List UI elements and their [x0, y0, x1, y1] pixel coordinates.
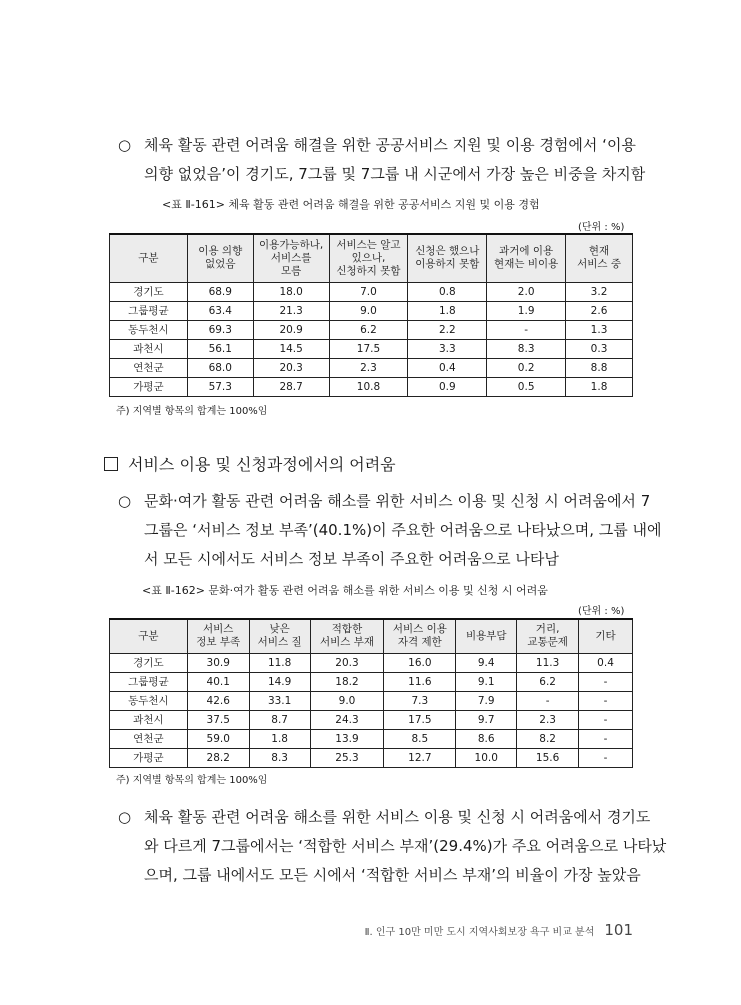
- row-label: 가평군: [110, 377, 188, 396]
- table-cell: 9.4: [456, 653, 517, 672]
- table-header-cell: 구분: [110, 234, 188, 282]
- table-cell: 0.9: [408, 377, 487, 396]
- table-cell: -: [579, 748, 633, 767]
- paragraph-line: 체육 활동 관련 어려움 해결을 위한 공공서비스 지원 및 이용 경험에서 ‘이용: [144, 136, 636, 154]
- table-2-caption: <표 Ⅱ-162> 문화·여가 활동 관련 어려움 해소를 위한 서비스 이용 및 신청 시 어려움: [142, 584, 548, 597]
- section-heading: [104, 452, 396, 475]
- table-cell: 2.2: [408, 320, 487, 339]
- table-header-cell: 이용 의향 없었음: [187, 234, 253, 282]
- table-cell: 63.4: [187, 301, 253, 320]
- table-row: [110, 710, 633, 729]
- table-cell: 0.4: [408, 358, 487, 377]
- table-header-cell: 현재 서비스 중: [566, 234, 633, 282]
- table-cell: -: [579, 691, 633, 710]
- row-label: 경기도: [110, 282, 188, 301]
- table-cell: 8.8: [566, 358, 633, 377]
- table-row: [110, 320, 633, 339]
- table-row: [110, 377, 633, 396]
- table-cell: 0.3: [566, 339, 633, 358]
- table-cell: 18.2: [310, 672, 384, 691]
- table-cell: 30.9: [187, 653, 249, 672]
- table-cell: 8.2: [517, 729, 579, 748]
- table-cell: 12.7: [384, 748, 456, 767]
- paragraph-1: [118, 131, 646, 189]
- table-cell: 8.5: [384, 729, 456, 748]
- bullet-circle: ○: [118, 136, 132, 154]
- paragraph-line: 와 다르게 7그룹에서는 ‘적합한 서비스 부재’(29.4%)가 주요 어려움으로 나타났: [144, 837, 667, 855]
- table-header-row: [110, 234, 633, 282]
- table-cell: 2.6: [566, 301, 633, 320]
- table-cell: 1.8: [566, 377, 633, 396]
- table-header-cell: 기타: [579, 619, 633, 653]
- table-cell: 1.8: [249, 729, 310, 748]
- table-cell: 11.3: [517, 653, 579, 672]
- paragraph-line: 서 모든 시에서도 서비스 정보 부족이 주요한 어려움으로 나타남: [144, 550, 559, 568]
- table-cell: 20.3: [310, 653, 384, 672]
- table-cell: 9.1: [456, 672, 517, 691]
- table-2-unit: (단위 : %): [578, 606, 625, 617]
- square-bullet-icon: [104, 457, 118, 471]
- table-cell: 11.6: [384, 672, 456, 691]
- table-cell: 0.2: [487, 358, 566, 377]
- table-cell: 18.0: [253, 282, 329, 301]
- table-header-cell: 신청은 했으나 이용하지 못함: [408, 234, 487, 282]
- table-1-caption: <표 Ⅱ-161> 체육 활동 관련 어려움 해결을 위한 공공서비스 지원 및 이용 경험: [162, 198, 540, 211]
- table-row: [110, 339, 633, 358]
- table-cell: 68.0: [187, 358, 253, 377]
- row-label: 그룹평균: [110, 672, 188, 691]
- table-cell: 24.3: [310, 710, 384, 729]
- paragraph-line: 그룹은 ‘서비스 정보 부족’(40.1%)이 주요한 어려움으로 나타났으며, 그룹 내에: [144, 521, 662, 539]
- page-number: 101: [604, 921, 633, 939]
- row-label: 연천군: [110, 729, 188, 748]
- table-row: [110, 358, 633, 377]
- table-cell: 8.3: [487, 339, 566, 358]
- paragraph-line: 으며, 그룹 내에서도 모든 시에서 ‘적합한 서비스 부재’의 비율이 가장 높았음: [144, 866, 641, 884]
- table-cell: 37.5: [187, 710, 249, 729]
- paragraph-2: [118, 487, 662, 574]
- table-cell: 56.1: [187, 339, 253, 358]
- footer-chapter-title: Ⅱ. 인구 10만 미만 도시 지역사회보장 욕구 비교 분석: [364, 927, 595, 938]
- table-cell: 28.2: [187, 748, 249, 767]
- table-cell: 40.1: [187, 672, 249, 691]
- table-cell: 14.9: [249, 672, 310, 691]
- table-cell: 13.9: [310, 729, 384, 748]
- table-cell: 0.4: [579, 653, 633, 672]
- table-cell: 10.0: [456, 748, 517, 767]
- table-cell: 57.3: [187, 377, 253, 396]
- table-cell: 25.3: [310, 748, 384, 767]
- table-cell: 0.8: [408, 282, 487, 301]
- table-cell: 11.8: [249, 653, 310, 672]
- table-cell: 1.3: [566, 320, 633, 339]
- table-cell: 0.5: [487, 377, 566, 396]
- table-cell: -: [579, 729, 633, 748]
- table-header-cell: 서비스 이용 자격 제한: [384, 619, 456, 653]
- table-cell: 2.3: [517, 710, 579, 729]
- table-cell: 7.3: [384, 691, 456, 710]
- row-label: 과천시: [110, 339, 188, 358]
- table-cell: 8.3: [249, 748, 310, 767]
- table-cell: 2.3: [329, 358, 408, 377]
- table-cell: 3.2: [566, 282, 633, 301]
- table-header-cell: 서비스는 알고 있으나, 신청하지 못함: [329, 234, 408, 282]
- table-row: [110, 653, 633, 672]
- section-title: 서비스 이용 및 신청과정에서의 어려움: [128, 455, 396, 474]
- table-cell: 2.0: [487, 282, 566, 301]
- table-cell: 20.9: [253, 320, 329, 339]
- table-header-cell: 이용가능하나, 서비스를 모름: [253, 234, 329, 282]
- table-cell: 17.5: [329, 339, 408, 358]
- table-cell: 33.1: [249, 691, 310, 710]
- table-row: [110, 301, 633, 320]
- table-2-note: 주) 지역별 항목의 합계는 100%임: [116, 775, 268, 786]
- table-cell: 17.5: [384, 710, 456, 729]
- table-cell: 15.6: [517, 748, 579, 767]
- row-label: 연천군: [110, 358, 188, 377]
- paragraph-line: 체육 활동 관련 어려움 해소를 위한 서비스 이용 및 신청 시 어려움에서 경기도: [144, 808, 651, 826]
- table-cell: 9.0: [310, 691, 384, 710]
- table-cell: 20.3: [253, 358, 329, 377]
- table-header-cell: 과거에 이용 현재는 비이용: [487, 234, 566, 282]
- table-cell: -: [579, 672, 633, 691]
- table-cell: -: [579, 710, 633, 729]
- table-cell: 9.0: [329, 301, 408, 320]
- bullet-circle: ○: [118, 808, 132, 826]
- table-header-cell: 구분: [110, 619, 188, 653]
- table-header-cell: 비용부담: [456, 619, 517, 653]
- table-cell: 3.3: [408, 339, 487, 358]
- table-cell: 7.0: [329, 282, 408, 301]
- table-cell: 6.2: [329, 320, 408, 339]
- table-cell: 1.9: [487, 301, 566, 320]
- row-label: 가평군: [110, 748, 188, 767]
- table-cell: 68.9: [187, 282, 253, 301]
- table-1: [109, 233, 633, 397]
- table-2: [109, 618, 633, 768]
- page-footer: [365, 920, 633, 939]
- table-1-note: 주) 지역별 항목의 합계는 100%임: [116, 406, 268, 417]
- table-cell: -: [517, 691, 579, 710]
- table-cell: 8.6: [456, 729, 517, 748]
- table-header-cell: 적합한 서비스 부재: [310, 619, 384, 653]
- table-cell: 42.6: [187, 691, 249, 710]
- table-header-row: [110, 619, 633, 653]
- row-label: 동두천시: [110, 691, 188, 710]
- paragraph-line: 의향 없었음’이 경기도, 7그룹 및 7그룹 내 시군에서 가장 높은 비중을 차지함: [144, 165, 646, 183]
- table-cell: 9.7: [456, 710, 517, 729]
- row-label: 동두천시: [110, 320, 188, 339]
- table-cell: 7.9: [456, 691, 517, 710]
- table-cell: 10.8: [329, 377, 408, 396]
- table-row: [110, 282, 633, 301]
- table-cell: -: [487, 320, 566, 339]
- table-row: [110, 729, 633, 748]
- table-row: [110, 691, 633, 710]
- table-header-cell: 낮은 서비스 질: [249, 619, 310, 653]
- row-label: 그룹평균: [110, 301, 188, 320]
- table-cell: 21.3: [253, 301, 329, 320]
- row-label: 경기도: [110, 653, 188, 672]
- table-cell: 14.5: [253, 339, 329, 358]
- table-cell: 28.7: [253, 377, 329, 396]
- row-label: 과천시: [110, 710, 188, 729]
- table-cell: 6.2: [517, 672, 579, 691]
- table-cell: 1.8: [408, 301, 487, 320]
- table-cell: 8.7: [249, 710, 310, 729]
- table-row: [110, 748, 633, 767]
- table-cell: 16.0: [384, 653, 456, 672]
- table-cell: 59.0: [187, 729, 249, 748]
- paragraph-3: [118, 803, 667, 890]
- table-cell: 69.3: [187, 320, 253, 339]
- table-row: [110, 672, 633, 691]
- table-header-cell: 거리, 교통문제: [517, 619, 579, 653]
- bullet-circle: ○: [118, 492, 132, 510]
- table-1-unit: (단위 : %): [578, 222, 625, 233]
- paragraph-line: 문화·여가 활동 관련 어려움 해소를 위한 서비스 이용 및 신청 시 어려움에서 7: [144, 492, 651, 510]
- table-header-cell: 서비스 정보 부족: [187, 619, 249, 653]
